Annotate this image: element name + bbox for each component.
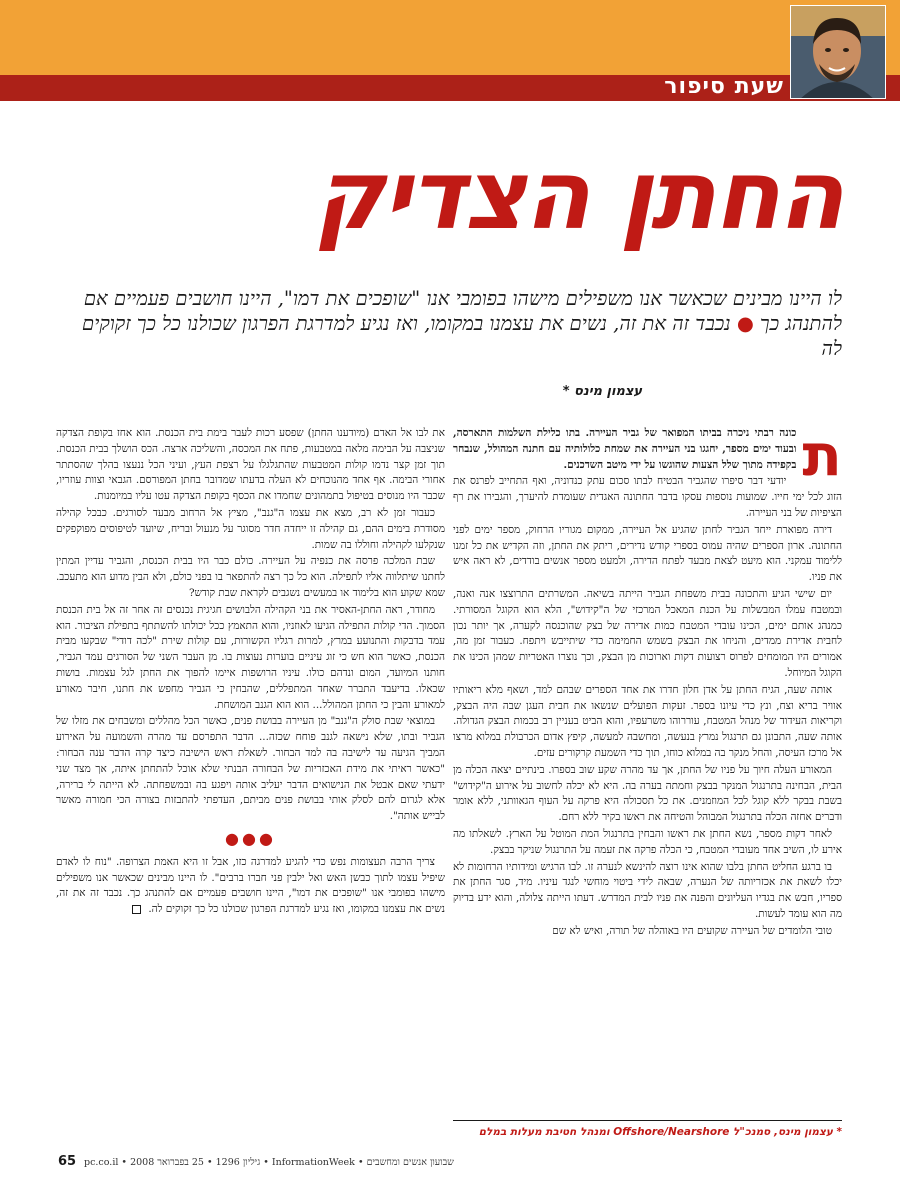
lead-part-2: נכבד זה את זה, נשים את עצמנו במקומו, ואז נגיע למדרגת הפרגון שכולנו כל כך זקוקים לה [82,312,842,360]
lead-bullet-icon: ● [730,312,754,335]
paragraph: אותה שעה, הגיח החתן על אדן חלון חדרו את אחד הספרים שבהם למד, ושאף מלא ריאותיו אוויר בריא וצח, ונץ כדי עיונו בספר. זעקות הפועלים שנשאו את חבית העגן שבה היה הבצק, וקריאות העידוד של מנהל המטבח, עוררוהו משרעפיו, והוא הביט בעניין רב בכמות הבצק הגדולה. אותה שעה, התבונן גם תרנגול נמרץ בנעשה, ומחשבה למעשה, קיפץ אדום הכרבולת במלוא מרצו אל מרכז העיסה, והחל מנקר בה במלוא כוחו, תוך כדי השמעת קרקורים עזים. [453,683,842,759]
paragraph: טובי הלומדים של העיירה שקועים היו באוהלה של תורה, ואיש לא שם [552,924,832,937]
section-rubric: שעת סיפור [664,74,784,99]
paragraph: לאחר דקות מספר, נשא החתן את ראשו והבחין בתרנגול המת המוטל על הארץ. לשאלתו מה אירע לו, השיב אחד מעובדי המטבח, כי הכלה פרקה את זעמה על התרנגול שניקר בבצק. [453,827,842,856]
intro-text: כונה רבתי ניכרה בביתו המפואר של גביר העיירה. בתו כלילת השלמות התארסה, ובעוד ימים מספר, יחגגו בני העיירה את שמחת כלולותיה עם חתנה המהולל, שנבחר בקפידה מתוך שלל הצעות שהוגשו על ידי מיטב השדכנים. [453,427,797,471]
section-ornament: ●●● [225,828,276,848]
author-footnote: * עצמון מינס, סמנכ"ל Offshore/Nearshore ומנהל חטיבת מעלות במלם [478,1126,842,1138]
author-portrait-icon [790,6,885,99]
paragraph: יום שישי הגיע והתכונה בבית משפחת הגביר הייתה בשיאה. המשרתים התרוצצו אנה ואנה, ובמטבח עמלו המבשלות על הכנת המאכל המרכזי של ה"קידוש", הלא הוא הקוגל המסורתי. כמנהג אותם ימים, הכינו עובדי המטבח כמות אדירה של בצק שהוכנסה לקערה, אך יותר נכון לחבית אדירת ממדים, והניחו את הבצק בשמש החמימה כדי שיתייבש ויתפח. כעבור זמן מה, אמורים היו המומחים לפרוס רצועות דקות וארוכות מן הבצק, וכך נוצרו האטריות שמהן הכינו את הקוגל המיוחל. [453,587,842,679]
paragraph: במוצאי שבת סולק ה"גנב" מן העיירה בבושת פנים, כאשר הכל מהללים ומשבחים את מזלו של הגביר ובתו, שלא נישאה לגנב פוחח שכזה... הדבר התפרסם עד מהרה והשמועה על האירוע המביך הגיעה עד לישיבה בה למד הבחור. לשאלת ראש הישיבה כיצד קרה הדבר ענה הבחור: "כאשר ראיתי את מידת האכזריות של הבחורה הבנתי שלא אוכל להתחתן איתה, אך מצד שני ידעתי שאם אבטל את הנישואים הדבר יעליב אותה ויפגע בה ובמשפחתה. לא הייתה לי ברירה, אלא לגרום להם לסלק אותי בבושת פנים מביתם, העדפתי להתבזות בצורה הכי חמורה מאשר לבייש אותה". [56,715,445,823]
article-headline: החתן הצדיק [314,139,842,251]
paragraph: את לבו אל האדם (מיודענו החתן) שפסע רכות לעבר בימת בית הכנסת. הוא אחז בקופת הצדקה שניצבה על הבימה מלאה במטבעות, פתח את המכסה, והשליכה ארצה. הכס הושלך בבית הכנסת. תוך זמן קצר נדמו קולות המטבעות שהתגלגלו על רצפת העץ, ועיני הכל ננעצו בהלך שהסתתר אחורי הבימה. אף אחד מהנוכחים לא העלה בדעתו שמדובר בחתן המפורסם. הגבאי וצוות עוזריו, שכבר היו מנוסים בטיפול בתמהונים שחמדו את הכסף בקופת הצדקה עטו עליו במיומנות. [56,427,445,503]
paragraph: כעבור זמן לא רב, מצא את עצמו ה"גנב", מציץ אל הרחוב מבעד לסורגים. כבכל קהילה מסודרת בימים ההם, גם קהילה זו ייחדה חדר מסוגר על מנעול ובריח, שיועד לטיפוסים מפוקפקים שנקלעו לקהילה וחוללו בה שמות. [56,506,445,551]
author-photo [790,5,886,99]
footer-publication-info: שבועון אנשים ומחשבים • InformationWeek • גיליון 1296 • 25 בפברואר 2008 • pc.co.il [84,1157,454,1168]
end-mark-icon [132,905,141,914]
page-footer [58,1156,858,1172]
paragraph: המאורע העלה חיוך על פניו של החתן, אך עד מהרה שקע שוב בספרו. בינתיים יצאה הכלה מן הבית, הבחינה בתרנגול המנקר בבצק וחמתה בערה בה. היא לא יכלה לחשוב על אירוע ה"קידוש" בשבת בבקר ללא קוגל לכל המוזמנים. את כל תסכולה היא פרקה על העוף הגאוותני, ללא אומר ודברים אחזה הכלה בתרנגול המבוהל והטיחה את ראשו בקיר ללא רחם. [453,763,842,824]
paragraph: דירה מפוארת ייחד הגביר לחתן שהגיע אל העיירה, ממקום מגוריו הרחוק, מספר ימים לפני החתונה. ארון הספרים שהיה עמוס בספרי קודש נדירים, ריתק את החתן, וזה הקדיש את כל זמנו ללימוד עמקני. הוא מיעט לצאת מבעד לפתח הדירה, ולמעט מספר אנשים בודדים, לא ראה איש את פניו. [453,523,842,584]
paragraph: יודעי דבר סיפרו שהגביר הבטיח לבתו סכום עתק כנדוניה, ואף התחייב לפרנס את הזוג לכל ימי חייו. שמועות נוספות עסקו בדבר החתונה האגדית שעומדת להיערך, והגבירו את רף הציפיות של בני העיירה. [453,475,842,519]
paragraph: בו ברגע החליט החתן בלבו שהוא אינו רוצה להינשא לנערה זו. לבו הרגיש ומידותיו הרחומות לא יכלו לשאת את אכזריותה של הנערה, שבאה לידי ביטוי מוחשי לנגד עיניו. מיד, סגר החתן את ספריו, חבש את בגדיו העליונים והפנה את פניו לבית המדרש. דעתו הייתה צלולה, והוא ידע בדיוק מה הוא עומד לעשות. [453,860,842,920]
article-lead [62,286,842,361]
article-column-right [453,421,842,941]
top-color-bar [0,0,900,75]
dropcap: ת [802,421,842,489]
page-number: 65 [58,1154,77,1169]
byline: עצמון מינס * [562,384,642,399]
lead-part-1: לו היינו מבינים שכאשר אנו משפילים מישהו בפומבי אנו "שופכים את דמו", היינו חושבים פעמיים אם להתנהג כך [83,287,842,335]
closing-paragraph [56,855,445,918]
paragraph: שבת המלכה פרסה את כנפיה על העיירה. כולם כבר היו בבית הכנסת, והגביר עדיין המתין לחתנו שיתלווה אליו לתפילה. הוא כל כך רצה להתפאר בו בפני כולם, ולא הבין מדוע הוא מתעכב. שמא שקוע הוא בלימוד או במעשים נשגבים לקראת שבת קודש? [56,555,445,599]
paragraph: מחודר, ראה החתן-האסיר את בני הקהילה הלבושים חגיגית נכנסים זה אחר זה אל בית הכנסת הסמוך. הדי קולות התפילה הגיעו לאוזניו, והוא התאמץ ככל יכולתו להשתתף בתפילת הציבור. הוא עמד בדבקות והתנועע במרץ, למרות רגליו הקשורות, עם קולות שירת "לכה דודי" שבקעו מבית הכנסת, כאשר הוא חש כי זוג עיניים בוערות נעוצות בו. מן העבר השני של הסורגים עמד הגביר, חותנו המיועד, המום ונדהם כולו. עיניו הרושפות איימו להפוך את החתן לגל עצמות. בושות שכאלו. בדיעבד התברר שאחד המתפללים, שהבחין כי הגביר מחפש את חתנו, חיבר מאורע למאורע והבין כי החתן המהולל... הוא הוא הגנב המושחת. [56,603,445,711]
article-column-left [56,426,445,919]
intro-paragraph [453,421,842,489]
footnote-divider [453,1120,842,1121]
closing-text: צריך הרבה תעצומות נפש כדי להגיע למדרגה כזו, אבל זו היא האמת הצרופה. "נוח לו לאדם שיפיל עצמו לתוך כבשן האש ואל ילבין פני חברו ברבים". לו היינו מבינים שכאשר אנו משפילים מישהו בפומבי אנו "שופכים את דמו", היינו חושבים פעמיים אם להתנהג כך. נכבד זה את זה, נשים את עצמנו במקומו, ואז נגיע למדרגת הפרגון שכולנו כל כך זקוקים לה. [56,855,445,916]
